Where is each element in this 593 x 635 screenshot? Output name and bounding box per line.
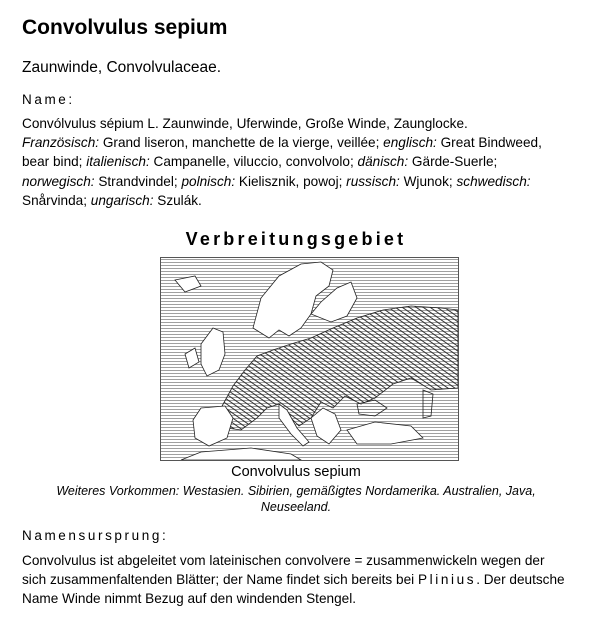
- map-caption: Convolvulus sepium: [231, 464, 361, 480]
- translation-text: Great Bindweed, bear bind;: [22, 135, 542, 170]
- language-label: norwegisch:: [22, 173, 95, 189]
- language-label: italienisch:: [86, 154, 150, 170]
- origin-author: Plinius: [417, 572, 477, 588]
- distribution-note: Weiteres Vorkommen: Westasien. Sibirien, gemäßigtes Nordamerika. Australien, Java, Neuseeland.: [56, 484, 536, 514]
- language-label: schwedisch:: [456, 173, 531, 189]
- language-label: polnisch:: [181, 173, 236, 189]
- origin-text-after: . Der deutsche Name Winde nimmt Bezug auf den windenden Stengel.: [22, 572, 565, 607]
- distribution-map: [160, 257, 459, 461]
- europe-map-image: [161, 258, 458, 460]
- language-label: russisch:: [346, 173, 400, 189]
- page-title: Convolvulus sepium: [22, 16, 228, 39]
- translation-text: Szulák.: [153, 192, 202, 208]
- language-label: ungarisch:: [90, 192, 154, 208]
- names-paragraph: [22, 114, 570, 210]
- translation-text: Grand liseron, manchette de la vierge, veillée;: [99, 135, 384, 151]
- language-label: Französisch:: [22, 135, 100, 151]
- origin-section-label: Namensursprung:: [22, 528, 169, 543]
- origin-paragraph: [22, 551, 570, 609]
- translation-text: Wjunok;: [399, 173, 457, 189]
- names-line-latin: Convólvulus sépium L. Zaunwinde, Uferwinde, Große Winde, Zaunglocke.: [22, 116, 468, 131]
- language-label: dänisch:: [357, 154, 409, 170]
- distribution-heading: Verbreitungsgebiet: [185, 229, 407, 249]
- translation-text: Snårvinda;: [22, 192, 91, 208]
- translation-text: Strandvindel;: [94, 173, 182, 189]
- common-name-line: Zaunwinde, Convolvulaceae.: [22, 59, 222, 76]
- translation-text: Campanelle, viluccio, convolvolo;: [149, 154, 358, 170]
- translation-text: Gärde-Suerle;: [408, 154, 498, 170]
- language-label: englisch:: [383, 135, 437, 151]
- origin-text-before: Convolvulus ist abgeleitet vom lateinischen convolvere = zusammenwickeln wegen der sich zusammenfaltenden Blätter; der Name findet sich bereits bei: [22, 553, 545, 588]
- translation-text: Kielisznik, powoj;: [235, 173, 347, 189]
- names-section-label: Name:: [22, 92, 75, 107]
- names-entries: [22, 135, 542, 208]
